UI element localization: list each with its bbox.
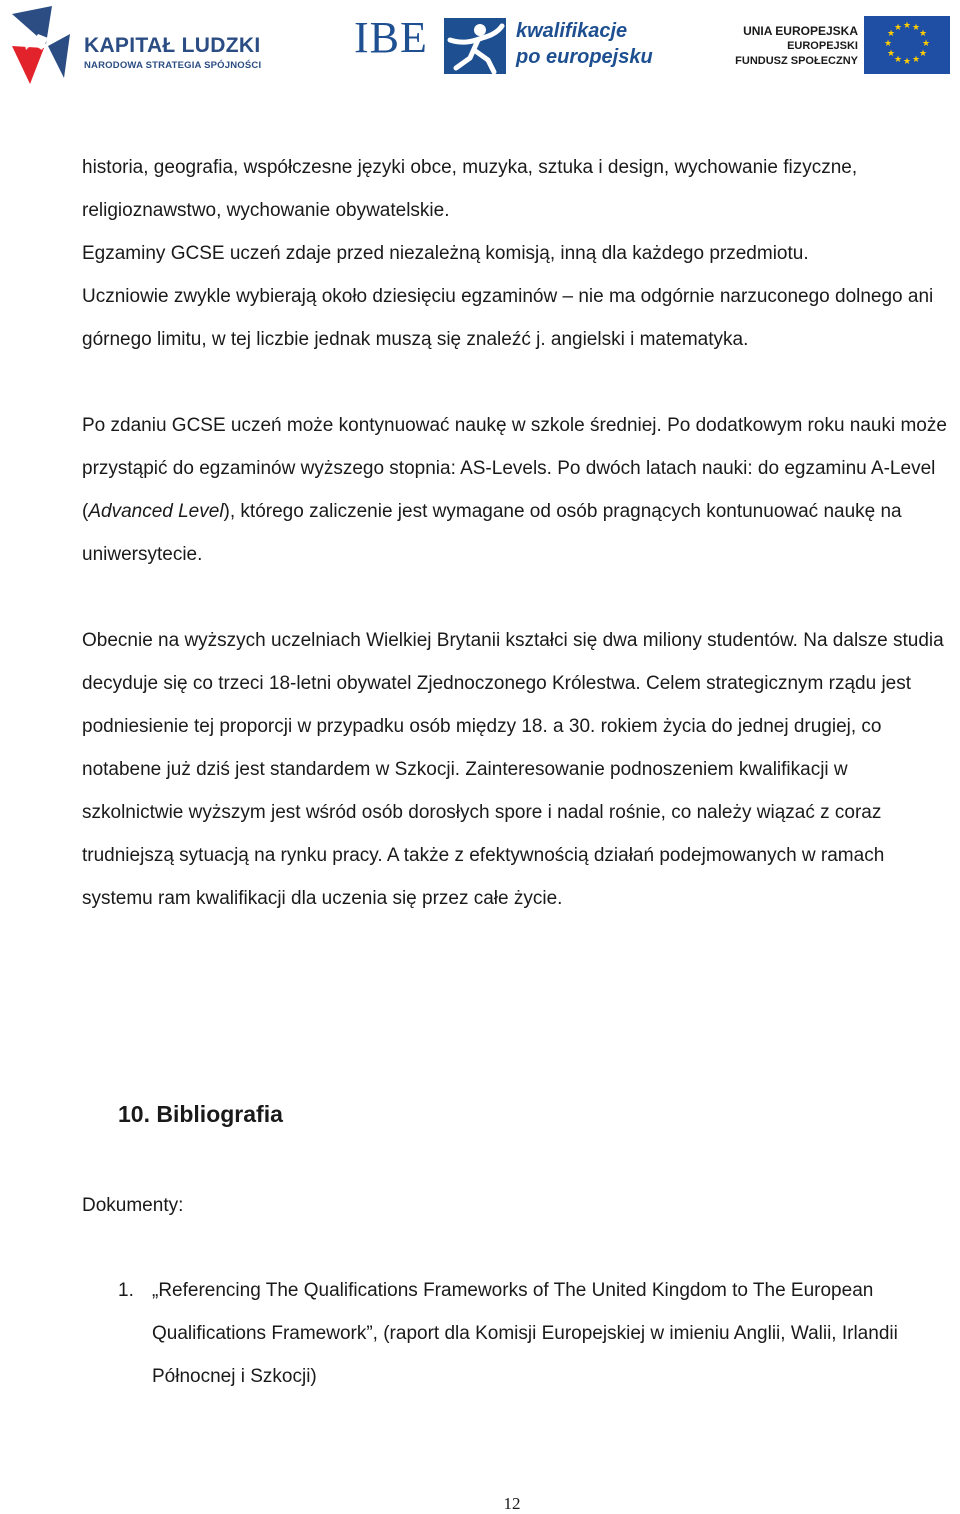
section-heading-bibliography: 10. Bibliografia [118, 1101, 283, 1127]
jumping-figure-icon [444, 18, 506, 74]
ibe-figure-box [444, 18, 506, 74]
paragraph-gcse-exams: Egzaminy GCSE uczeń zdaje przed niezależną komisją, inną dla każdego przedmiotu. [82, 243, 809, 264]
page-header [0, 0, 960, 100]
advanced-level-term: Advanced Level [88, 501, 224, 522]
documents-label: Dokumenty: [82, 1195, 184, 1216]
svg-text:★: ★ [902, 57, 912, 67]
paragraph-secondary-school: Po zdaniu GCSE uczeń może kontynuować naukę w szkole średniej. Po dodatkowym roku nauki może przystąpić do egzaminów wyższego stopnia: AS-Levels. Po dwóch latach nauki: do egzaminu A-Level (Advanced Level), którego zaliczenie jest wymagane od osób pragnących kontunuować naukę na uniwersytecie. [82, 415, 947, 565]
svg-text:★: ★ [918, 29, 928, 39]
eu-line-2: EUROPEJSKI [787, 40, 858, 52]
kapital-ludzki-title: KAPITAŁ LUDZKI [84, 34, 261, 57]
svg-text:★: ★ [886, 49, 896, 59]
svg-text:★: ★ [886, 29, 896, 39]
paragraph-exam-choice: Uczniowie zwykle wybierają około dziesięciu egzaminów – nie ma odgórnie narzuconego dolnego ani górnego limitu, w tej liczbie jednak muszą się znaleźć j. angielski i matematyka. [82, 286, 934, 350]
ibe-logo [354, 13, 653, 80]
svg-text:★: ★ [918, 49, 928, 59]
svg-text:★: ★ [902, 21, 912, 31]
document-body [82, 146, 948, 920]
ibe-tagline-1: kwalifikacje [516, 20, 628, 42]
eu-fund-logo [736, 14, 954, 76]
kapital-ludzki-subtitle: NARODOWA STRATEGIA SPÓJNOŚCI [84, 60, 262, 71]
svg-text:★: ★ [893, 55, 903, 65]
list-item-number: 1. [118, 1280, 134, 1301]
ibe-wordmark: IBE [354, 13, 428, 62]
svg-text:★: ★ [883, 39, 893, 49]
paragraph-higher-education: Obecnie na wyższych uczelniach Wielkiej Brytanii kształci się dwa miliony studentów. Na dalsze studia decyduje się co trzeci 18-letni obywatel Zjednoczonego Królestwa. Celem strategicznym rządu jest podniesienie tej proporcji w przypadku osób między 18. a 30. rokiem życia do jednej drugiej, co notabene już dziś jest standardem w Szkocji. Zainteresowanie podnoszeniem kwalifikacji w szkolnictwie wyższym jest wśród osób dorosłych spore i nadal rośnie, co należy wiązać z coraz trudniejszą sytuacją na rynku pracy. A także z efektywnością działań podejmowanych w ramach systemu ram kwalifikacji dla uczenia się przez całe życie. [82, 630, 944, 909]
svg-text:★: ★ [893, 23, 903, 33]
eu-line-3: FUNDUSZ SPOŁECZNY [735, 55, 858, 67]
svg-text:★: ★ [911, 23, 921, 33]
svg-text:★: ★ [911, 55, 921, 65]
paragraph-subjects: historia, geografia, współczesne języki obce, muzyka, sztuka i design, wychowanie fizyczne, religioznawstwo, wychowanie obywatelskie. [82, 157, 858, 221]
list-item-text: „Referencing The Qualifications Frameworks of The United Kingdom to The European Qualifications Framework”, (raport dla Komisji Europejskiej w imieniu Anglii, Walii, Irlandii Północnej i Szkocji) [152, 1280, 898, 1387]
svg-text:★: ★ [921, 39, 931, 49]
eu-flag-icon [864, 16, 950, 74]
page-number: 12 [503, 1494, 521, 1513]
kapital-ludzki-logo [8, 4, 278, 88]
eu-line-1: UNIA EUROPEJSKA [743, 24, 858, 38]
ibe-tagline-2: po europejsku [516, 46, 653, 68]
kapital-ludzki-emblem-icon [8, 4, 78, 88]
